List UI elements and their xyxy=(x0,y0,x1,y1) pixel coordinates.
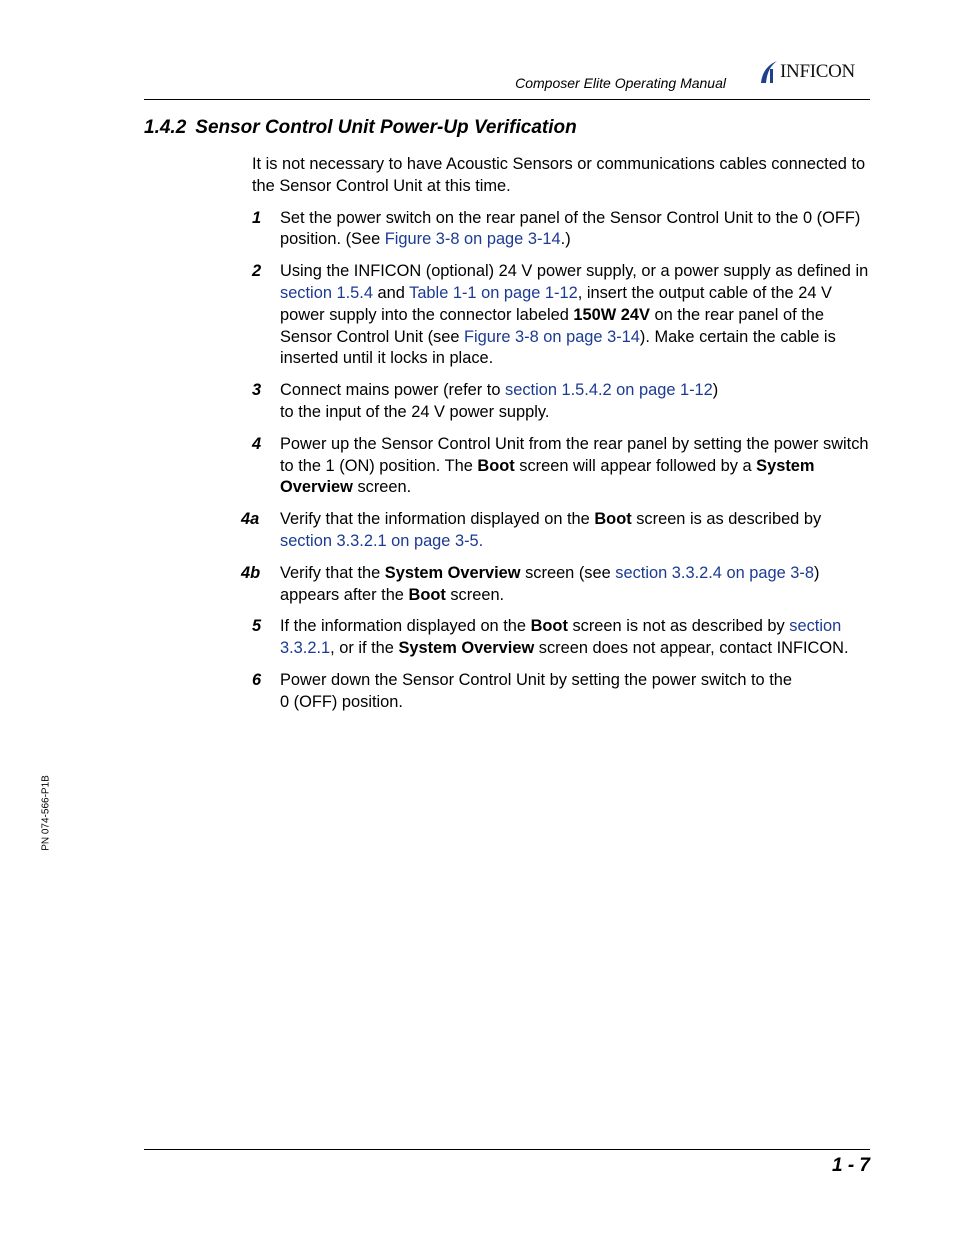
inficon-logo xyxy=(758,58,874,86)
screen-name: Boot xyxy=(408,585,446,604)
text-run: Using the INFICON (optional) 24 V power supply, or a power supply as defined in xyxy=(280,262,869,281)
step-text xyxy=(280,509,870,553)
text-run: , or if the xyxy=(330,639,399,658)
text-run: Connect mains power (refer to xyxy=(280,381,506,400)
text-run: 0 (OFF) position. xyxy=(280,692,403,711)
step-number: 1 xyxy=(252,208,262,227)
step-1 xyxy=(252,208,870,252)
step-text xyxy=(280,261,870,370)
xref-link[interactable]: section 1.5.4 xyxy=(280,283,373,302)
text-run: .) xyxy=(560,230,571,249)
text-run: ) xyxy=(712,381,719,400)
xref-link[interactable]: Figure 3-8 on page 3-14 xyxy=(384,230,561,249)
connector-label: 150W 24V xyxy=(573,305,650,324)
xref-link[interactable]: Figure 3-8 on page 3-14 xyxy=(464,327,640,346)
screen-name: Boot xyxy=(594,510,632,529)
inficon-swoosh-icon xyxy=(758,59,780,85)
step-text xyxy=(280,563,870,607)
step-number: 5 xyxy=(252,617,262,636)
step-2 xyxy=(252,261,870,370)
step-6 xyxy=(252,670,870,714)
step-number: 4b xyxy=(241,563,261,582)
screen-name: Boot xyxy=(530,617,568,636)
step-4 xyxy=(252,434,870,499)
step-text xyxy=(280,208,870,252)
screen-name: System Overview xyxy=(280,456,815,497)
step-number: 6 xyxy=(252,670,262,689)
text-run: ). Make certain the cable is inserted until it locks in place. xyxy=(280,327,836,368)
intro-paragraph: It is not necessary to have Acoustic Sensors or communications cables connected to the Sensor Control Unit at this time. xyxy=(252,155,866,195)
section-heading xyxy=(144,117,577,139)
text-run: screen (see xyxy=(520,563,616,582)
logo-wordmark: INFICON xyxy=(780,61,855,82)
step-text xyxy=(280,434,870,499)
part-number: PN 074-566-P1B xyxy=(40,775,52,851)
text-run: screen. xyxy=(445,585,505,604)
text-run: Verify that the xyxy=(280,563,385,582)
section-title: Sensor Control Unit Power-Up Verification xyxy=(195,117,577,138)
footer-rule xyxy=(144,1149,870,1150)
step-4a xyxy=(241,509,870,553)
text-run: screen does not appear, contact INFICON. xyxy=(534,639,849,658)
xref-link[interactable]: section 3.3.2.4 on page 3-8 xyxy=(615,563,814,582)
text-run: . xyxy=(478,531,484,550)
screen-name: System Overview xyxy=(384,563,521,582)
xref-link[interactable]: section 3.3.2.1 xyxy=(280,617,842,658)
xref-link[interactable]: section 1.5.4.2 on page 1-12 xyxy=(505,381,713,400)
text-run: on the rear panel of the Sensor Control Unit (see xyxy=(280,305,824,346)
manual-title: Composer Elite Operating Manual xyxy=(515,75,726,91)
step-text xyxy=(280,380,870,424)
step-3 xyxy=(252,380,870,424)
step-number: 4a xyxy=(241,510,260,529)
xref-link[interactable]: section 3.3.2.1 on page 3-5 xyxy=(280,531,479,550)
text-run: Power up the Sensor Control Unit from the rear panel by setting the power switch to the 1 (ON) position. The xyxy=(280,434,869,475)
section-body xyxy=(241,154,870,724)
step-number: 3 xyxy=(252,381,262,400)
xref-link[interactable]: Table 1-1 on page 1-12 xyxy=(409,283,578,302)
text-run: Power down the Sensor Control Unit by setting the power switch to the xyxy=(280,670,793,689)
text-run: to the input of the 24 V power supply. xyxy=(280,402,550,421)
text-run: , insert the output cable of the 24 V power supply into the connector labeled xyxy=(280,283,832,324)
screen-name: System Overview xyxy=(398,639,535,658)
header-rule xyxy=(144,99,870,100)
step-number: 4 xyxy=(252,434,262,453)
text-run: screen is as described by xyxy=(631,510,822,529)
text-run: screen. xyxy=(352,478,412,497)
text-run: Set the power switch on the rear panel of the Sensor Control Unit to the 0 (OFF) position. (See xyxy=(280,208,861,249)
step-text xyxy=(280,670,870,714)
text-run: Verify that the information displayed on the xyxy=(280,510,595,529)
page-number: 1 - 7 xyxy=(831,1155,870,1176)
text-run: ) appears after the xyxy=(280,563,820,604)
step-5 xyxy=(252,616,870,660)
text-run: screen will appear followed by a xyxy=(514,456,757,475)
text-run: If the information displayed on the xyxy=(280,617,531,636)
step-text xyxy=(280,616,870,660)
section-number: 1.4.2 xyxy=(144,117,187,138)
step-number: 2 xyxy=(252,262,262,281)
text-run: screen is not as described by xyxy=(567,617,790,636)
screen-name: Boot xyxy=(477,456,515,475)
step-4b xyxy=(241,563,870,607)
text-run: and xyxy=(372,283,410,302)
